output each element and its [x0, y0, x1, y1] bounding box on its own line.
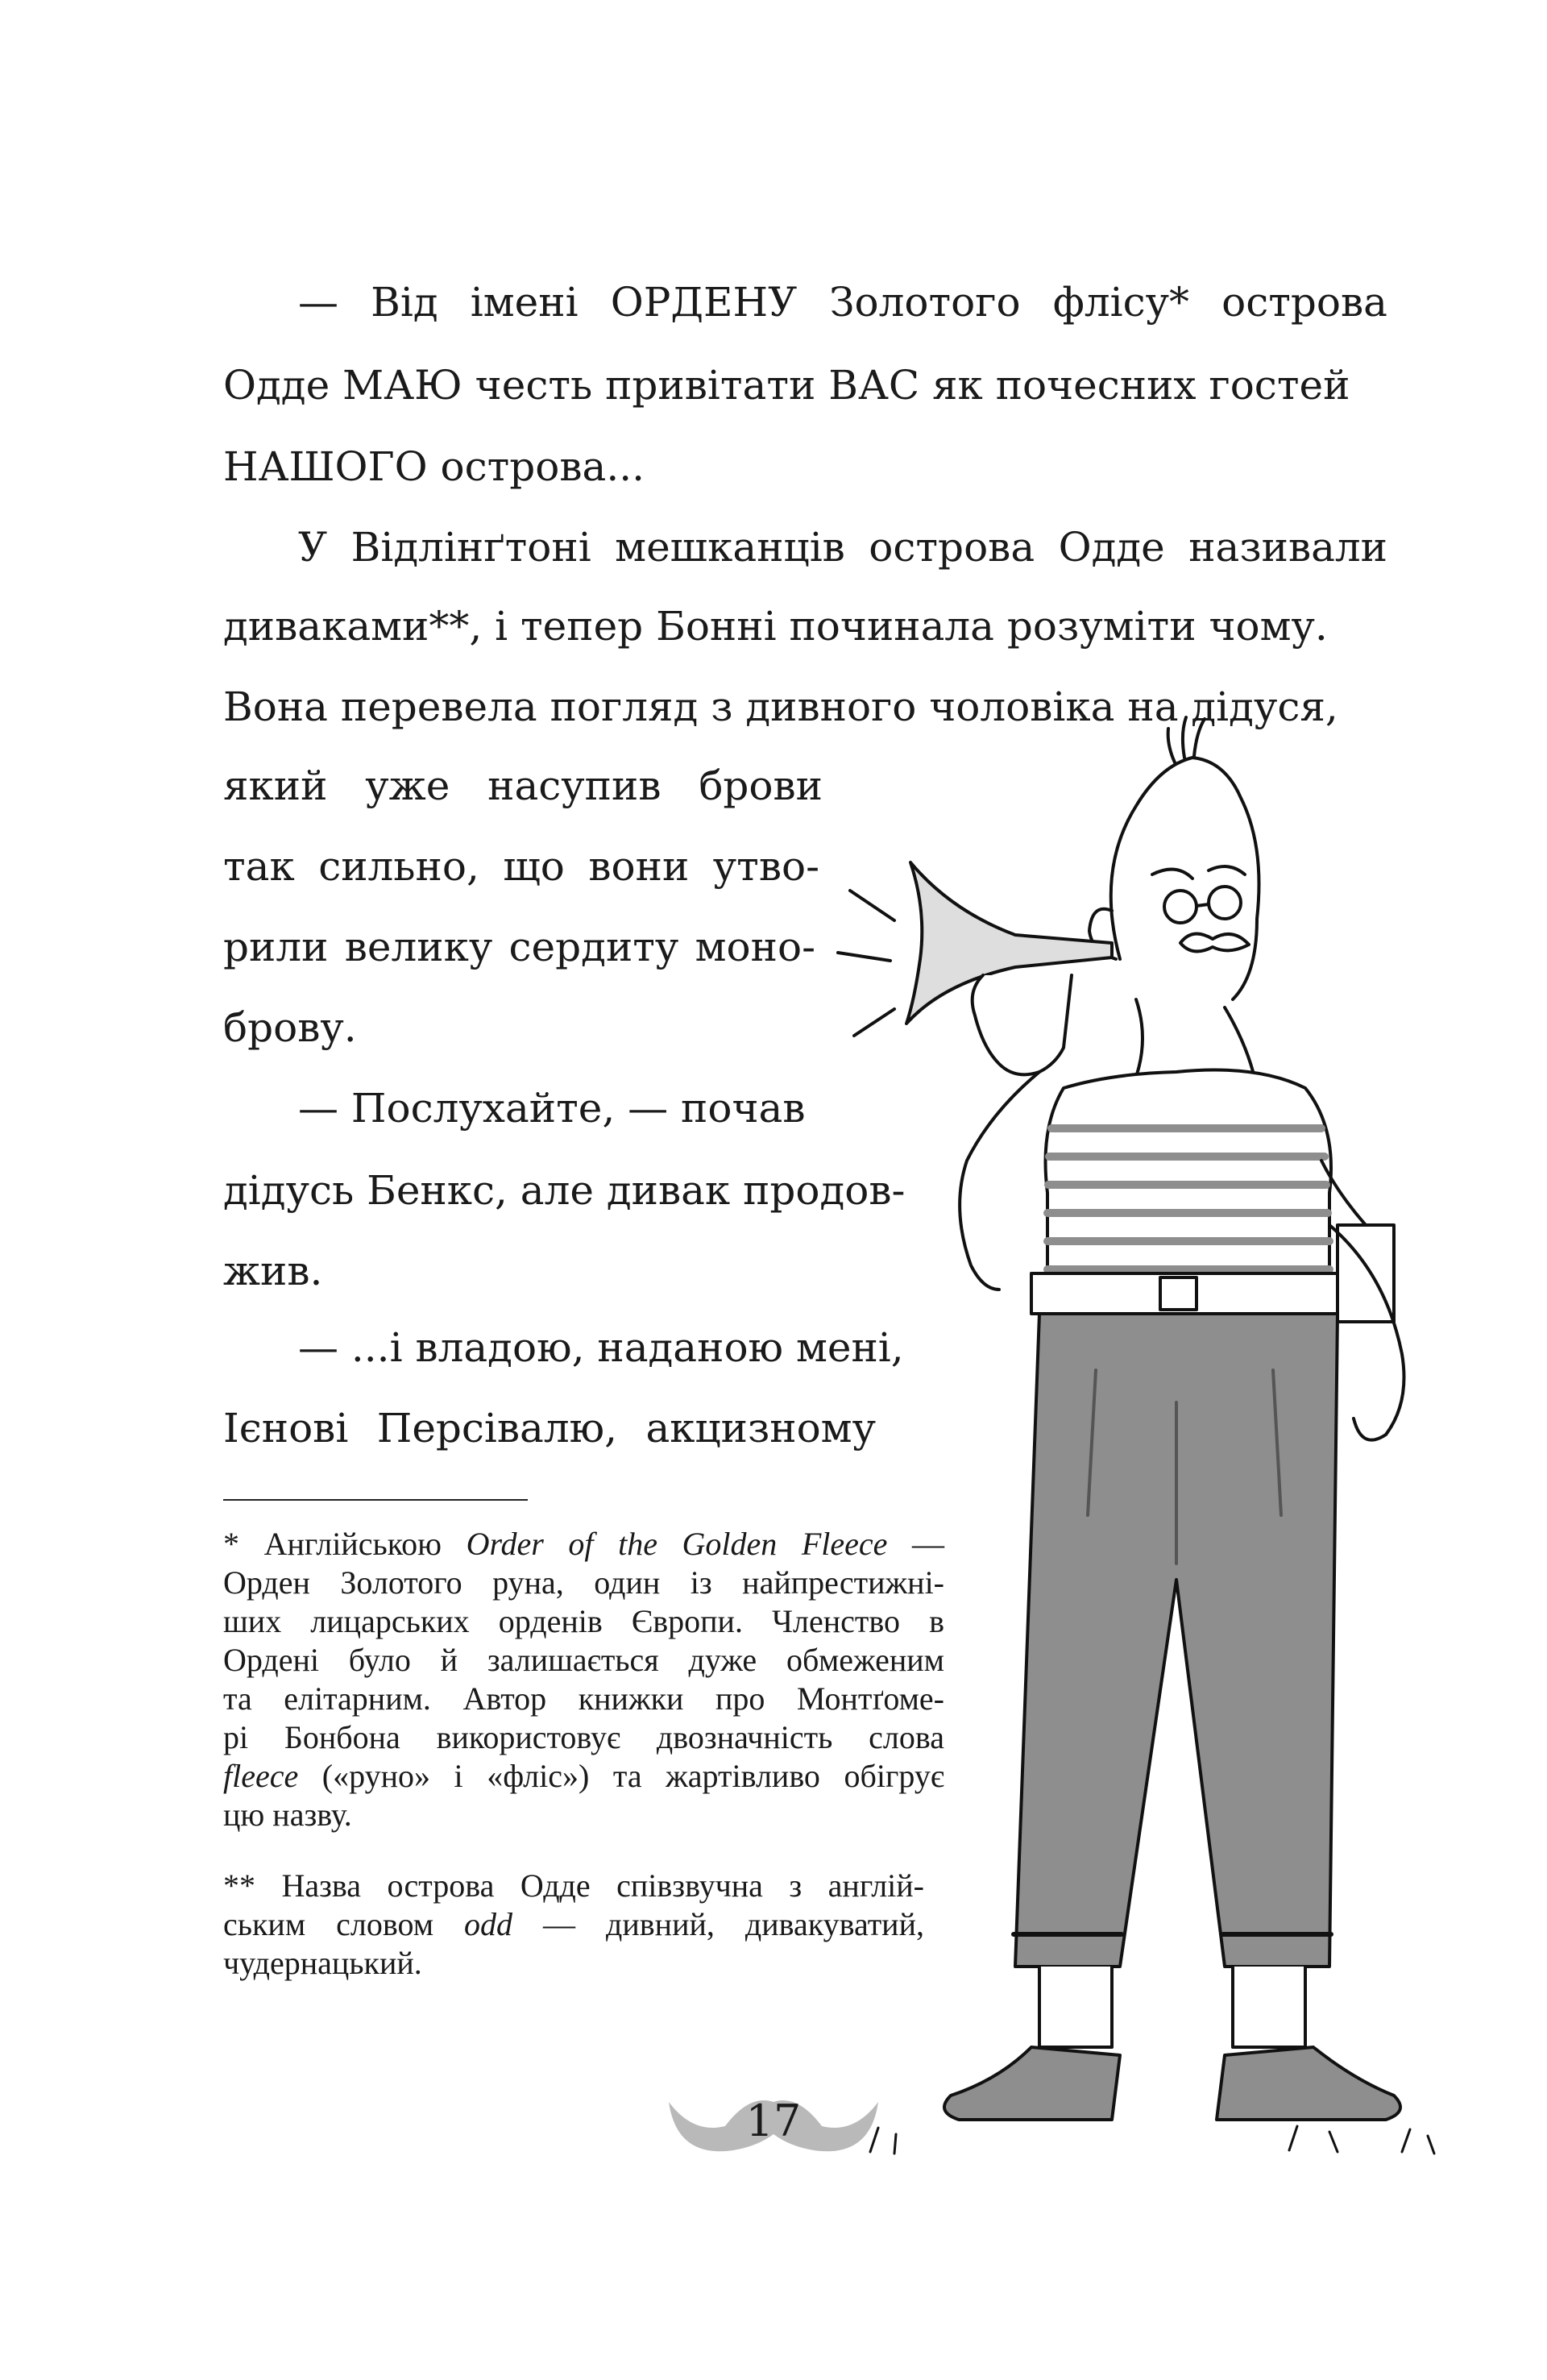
footnote-2-lead: ським словом	[223, 1906, 465, 1942]
footnote-2-word: odd	[464, 1906, 513, 1942]
grass	[870, 2126, 1434, 2154]
footnote-2-line-1: ** Назва острова Одде співзвучна з англій-	[223, 1867, 924, 1904]
body-line-2: Одде МАЮ честь привітати ВАС як почесних гостей	[223, 362, 1350, 409]
shoe-left	[944, 2047, 1120, 2120]
head	[1111, 758, 1259, 999]
footnote-2-line-3: чудернацький.	[223, 1945, 422, 1981]
sound-lines	[838, 891, 894, 1036]
shirt	[1046, 1070, 1332, 1290]
body-line-1: — Від імені ОРДЕНУ Золотого флісу* острова	[298, 279, 1387, 326]
glasses-left	[1164, 891, 1197, 923]
belt	[1031, 1273, 1346, 1314]
mustache	[1180, 934, 1249, 952]
footnote-1-line-7-rest: («руно» і «фліс») та жартівливо обігрує	[298, 1758, 944, 1794]
body-line-15: Ієнові Персівалю, акцизному	[223, 1405, 876, 1452]
body-line-3: НАШОГО острова...	[223, 443, 645, 490]
footnote-1-line-8: цю назву.	[223, 1796, 352, 1833]
body-line-5: диваками**, і тепер Бонні починала розуміти чому.	[223, 603, 1328, 650]
footnote-1-dash: —	[887, 1526, 945, 1562]
body-line-9: рили велику сердиту моно-	[223, 924, 815, 970]
body-line-8: так сильно, що вони утво-	[223, 843, 819, 890]
footnote-divider	[223, 1499, 528, 1501]
sock-left	[1039, 1967, 1112, 2047]
body-line-10: брову.	[223, 1004, 357, 1051]
body-line-13: жив.	[223, 1248, 323, 1294]
eyebrows	[1152, 866, 1245, 878]
footnote-1-line-2: Орден Золотого руна, один із найпрестижні-	[223, 1564, 944, 1601]
glasses-bridge	[1197, 904, 1209, 906]
body-line-14: — ...і владою, наданою мені,	[298, 1324, 904, 1371]
page-number: 17	[745, 2095, 802, 2146]
footnote-1-word: fleece	[223, 1758, 299, 1794]
hand	[973, 975, 1072, 1074]
body-line-4: У Відлінґтоні мешканців острова Одде називали	[298, 524, 1387, 571]
body-line-12: дідусь Бенкс, але дивак продов-	[223, 1167, 906, 1214]
sock-right	[1233, 1967, 1305, 2047]
body-line-11: — Послухайте, — почав	[298, 1085, 806, 1132]
footnote-1-english-title: Order of the Golden Fleece	[466, 1526, 888, 1562]
shoe-right	[1217, 2047, 1400, 2120]
footnote-1-line-3: ших лицарських орденів Європи. Членство в	[223, 1603, 944, 1639]
body-line-6: Вона перевела погляд з дивного чоловіка на дідуся,	[223, 683, 1338, 730]
glasses-right	[1209, 887, 1241, 919]
footnote-1-lead: * Англійською	[223, 1526, 467, 1562]
footnote-1-line-6: рі Бонбона використовує двозначність слова	[223, 1719, 944, 1755]
footnote-1-line-4: Ордені було й залишається дуже обмеженим	[223, 1642, 944, 1678]
footnote-2-line-2-rest: — дивний, дивакуватий,	[512, 1906, 924, 1942]
hair-tuft	[1168, 717, 1205, 762]
body-line-7: який уже насупив брови	[223, 762, 823, 809]
footnote-1-line-5: та елітарним. Автор книжки про Монтґоме-	[223, 1680, 944, 1717]
arm-left	[960, 1072, 1039, 1290]
